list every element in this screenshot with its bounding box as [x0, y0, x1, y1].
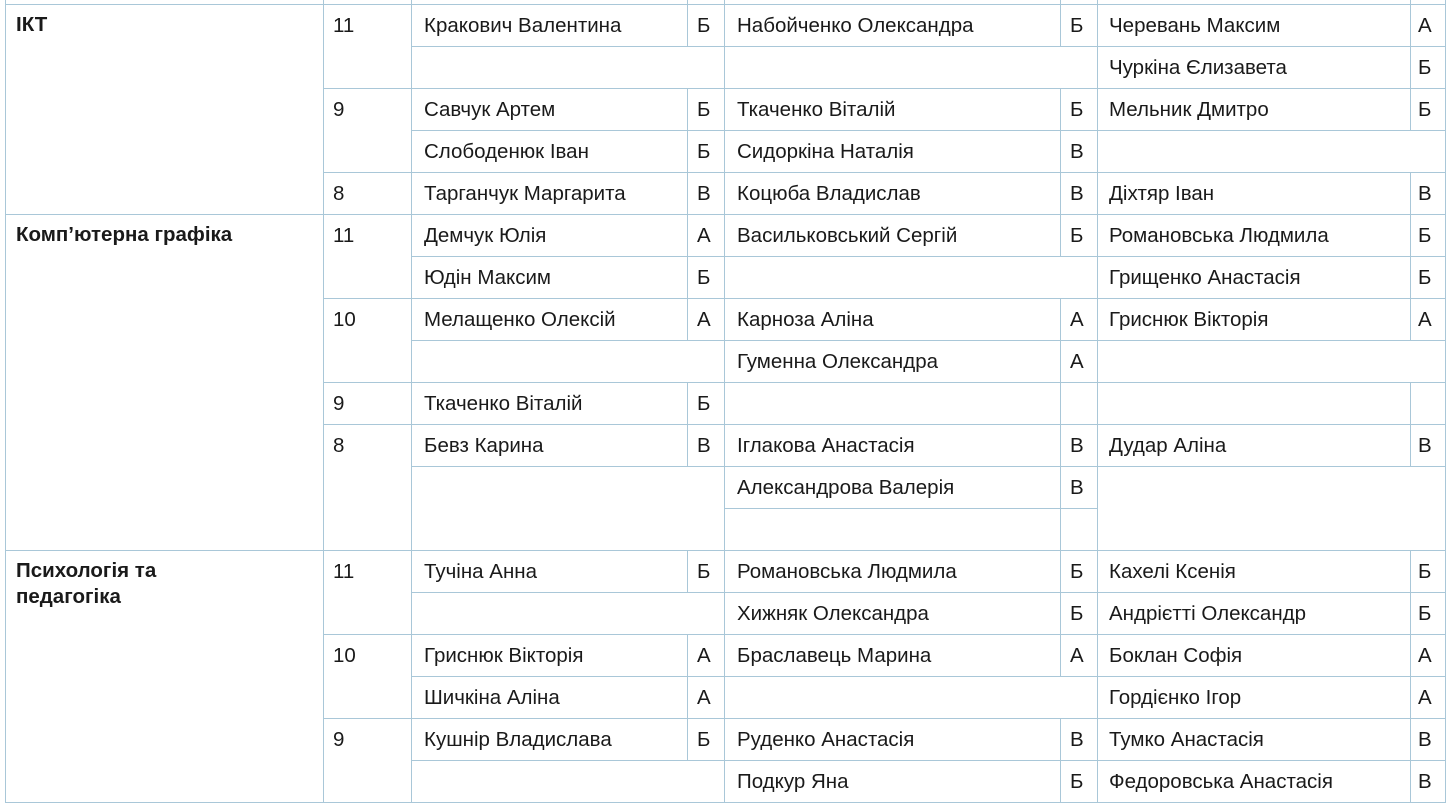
student-name: Коцюба Владислав	[737, 182, 921, 205]
level-grade: Б	[1418, 56, 1432, 79]
student-name: Савчук Артем	[424, 98, 556, 121]
cell-border	[687, 550, 688, 592]
cell-border	[1097, 214, 1098, 298]
grade-cell: 8	[333, 434, 345, 457]
cell-border	[1060, 424, 1061, 550]
student-name: Гуменна Олександра	[737, 350, 938, 373]
cell-border	[1097, 550, 1098, 634]
cell-border	[1060, 172, 1061, 214]
cell-border	[323, 88, 324, 172]
cell-border	[1060, 718, 1061, 802]
student-name: Александрова Валерія	[737, 476, 955, 499]
cell-border	[1410, 4, 1411, 88]
cell-border	[1097, 4, 1098, 88]
cell-border	[411, 130, 725, 131]
cell-border	[724, 88, 725, 172]
cell-border	[1445, 718, 1446, 802]
cell-border	[1060, 382, 1061, 424]
cell-border	[687, 718, 688, 760]
cell-border	[5, 550, 6, 802]
level-grade: А	[1070, 350, 1084, 373]
cell-border	[687, 382, 688, 424]
student-name: Іглакова Анастасія	[737, 434, 915, 457]
cell-border	[1097, 592, 1446, 593]
cell-border	[411, 634, 412, 718]
cell-border	[411, 718, 412, 802]
cell-border	[5, 802, 1446, 803]
student-name: Дудар Аліна	[1109, 434, 1227, 457]
grade-cell: 9	[333, 392, 345, 415]
cell-border	[323, 382, 324, 424]
level-grade: В	[1070, 434, 1084, 457]
level-grade: В	[1070, 476, 1084, 499]
cell-border	[411, 4, 412, 88]
student-name: Гриснюк Вікторія	[1109, 308, 1269, 331]
grade-cell: 9	[333, 98, 345, 121]
cell-border	[411, 172, 412, 214]
grade-cell: 11	[333, 14, 355, 37]
cell-border	[323, 382, 1446, 383]
cell-border	[1410, 718, 1411, 802]
grade-cell: 11	[333, 560, 355, 583]
cell-border	[724, 4, 725, 88]
student-name: Сидоркіна Наталія	[737, 140, 914, 163]
cell-border	[1097, 382, 1098, 424]
cell-border	[411, 382, 412, 424]
level-grade: Б	[697, 140, 711, 163]
student-name: Черевань Максим	[1109, 14, 1281, 37]
cell-border	[5, 4, 1446, 5]
student-name: Ткаченко Віталій	[424, 392, 583, 415]
student-name: Подкур Яна	[737, 770, 849, 793]
cell-border	[724, 214, 725, 298]
cell-border	[724, 508, 1098, 509]
cell-border	[323, 4, 324, 88]
cell-border	[687, 298, 688, 340]
level-grade: В	[1418, 434, 1432, 457]
cell-border	[1060, 550, 1061, 634]
level-grade: Б	[697, 560, 711, 583]
cell-border	[1060, 214, 1061, 256]
level-grade: Б	[697, 98, 711, 121]
cell-border	[724, 634, 725, 718]
level-grade: Б	[1070, 14, 1084, 37]
cell-border	[724, 592, 1098, 593]
cell-border	[1097, 88, 1098, 172]
cell-border	[724, 256, 1098, 257]
level-grade: В	[1418, 770, 1432, 793]
level-grade: А	[697, 686, 711, 709]
cell-border	[724, 760, 1098, 761]
cell-border	[5, 214, 1446, 215]
level-grade: Б	[1418, 560, 1432, 583]
cell-border	[323, 634, 1446, 635]
cell-border	[687, 88, 688, 172]
cell-border	[724, 172, 725, 214]
level-grade: А	[1418, 308, 1432, 331]
student-name: Тумко Анастасія	[1109, 728, 1264, 751]
cell-border	[5, 4, 6, 214]
cell-border	[1410, 172, 1411, 214]
student-name: Андрієтті Олександр	[1109, 602, 1307, 625]
student-name: Мельник Дмитро	[1109, 98, 1269, 121]
student-name: Боклан Софія	[1109, 644, 1243, 667]
cell-border	[1097, 676, 1446, 677]
cell-border	[1410, 382, 1411, 424]
subject-label: Комп’ютерна графіка	[16, 223, 233, 246]
grade-cell: 10	[333, 644, 356, 667]
cell-border	[1445, 88, 1446, 172]
cell-border	[724, 550, 725, 634]
cell-border	[687, 634, 688, 718]
cell-border	[687, 214, 688, 298]
cell-border	[411, 46, 725, 47]
cell-border	[687, 172, 688, 214]
level-grade: Б	[1418, 224, 1432, 247]
cell-border	[323, 424, 1446, 425]
student-name: Ткаченко Віталій	[737, 98, 896, 121]
student-name: Хижняк Олександра	[737, 602, 929, 625]
level-grade: Б	[1418, 98, 1432, 121]
cell-border	[724, 676, 1098, 677]
level-grade: А	[697, 224, 711, 247]
cell-border	[1445, 172, 1446, 214]
level-grade: А	[697, 644, 711, 667]
student-name: Гордієнко Ігор	[1109, 686, 1242, 709]
student-name: Демчук Юлія	[424, 224, 547, 247]
cell-border	[411, 424, 412, 550]
level-grade: В	[1418, 728, 1432, 751]
level-grade: Б	[697, 266, 711, 289]
level-grade: В	[1070, 140, 1084, 163]
cell-border	[323, 88, 1446, 89]
cell-border	[1060, 88, 1061, 172]
student-name: Тарганчук Маргарита	[424, 182, 626, 205]
cell-border	[1097, 466, 1446, 467]
student-name: Мелащенко Олексій	[424, 308, 616, 331]
student-name: Набойченко Олександра	[737, 14, 974, 37]
cell-border	[1097, 298, 1098, 382]
cell-border	[724, 130, 1098, 131]
student-name: Юдін Максим	[424, 266, 552, 289]
cell-border	[323, 214, 324, 298]
cell-border	[1097, 718, 1098, 802]
cell-border	[1445, 214, 1446, 298]
cell-border	[411, 214, 412, 298]
cell-border	[687, 4, 688, 46]
level-grade: Б	[697, 392, 711, 415]
cell-border	[323, 718, 1446, 719]
cell-border	[323, 634, 324, 718]
cell-border	[323, 298, 1446, 299]
student-name: Шичкіна Аліна	[424, 686, 560, 709]
level-grade: В	[1070, 182, 1084, 205]
level-grade: В	[1418, 182, 1432, 205]
student-name: Федоровська Анастасія	[1109, 770, 1333, 793]
student-name: Васильковський Сергій	[737, 224, 958, 247]
grade-cell: 11	[333, 224, 355, 247]
subject-label: Психологія та педагогіка	[16, 559, 157, 608]
cell-border	[323, 298, 324, 382]
student-name: Романовська Людмила	[737, 560, 957, 583]
student-name: Бевз Карина	[424, 434, 544, 457]
level-grade: Б	[1070, 560, 1084, 583]
cell-border	[687, 424, 688, 466]
level-grade: Б	[1070, 224, 1084, 247]
cell-border	[1060, 4, 1061, 46]
student-name: Кахелі Ксенія	[1109, 560, 1236, 583]
student-name: Руденко Анастасія	[737, 728, 915, 751]
level-grade: Б	[1418, 266, 1432, 289]
cell-border	[1060, 298, 1061, 382]
cell-border	[1445, 382, 1446, 424]
grade-cell: 9	[333, 728, 345, 751]
student-name: Слободенюк Іван	[424, 140, 589, 163]
cell-border	[1097, 340, 1446, 341]
cell-border	[1445, 550, 1446, 634]
level-grade: А	[1418, 644, 1432, 667]
student-name: Діхтяр Іван	[1109, 182, 1215, 205]
cell-border	[1097, 46, 1446, 47]
cell-border	[724, 382, 725, 424]
level-grade: Б	[1418, 602, 1432, 625]
cell-border	[411, 676, 725, 677]
cell-border	[1445, 424, 1446, 550]
student-name: Чуркіна Єлизавета	[1109, 56, 1287, 79]
cell-border	[724, 298, 725, 382]
cell-border	[724, 46, 1098, 47]
cell-border	[1445, 634, 1446, 718]
cell-border	[411, 340, 725, 341]
level-grade: Б	[697, 14, 711, 37]
cell-border	[1097, 130, 1446, 131]
cell-border	[1097, 424, 1098, 550]
cell-border	[1410, 634, 1411, 718]
cell-border	[411, 298, 412, 382]
subject-label: ІКТ	[16, 13, 48, 36]
student-name: Браславець Марина	[737, 644, 932, 667]
cell-border	[323, 172, 324, 214]
student-name: Романовська Людмила	[1109, 224, 1329, 247]
level-grade: А	[697, 308, 711, 331]
cell-border	[323, 172, 1446, 173]
cell-border	[411, 466, 725, 467]
student-name: Кракович Валентина	[424, 14, 622, 37]
cell-border	[1410, 298, 1411, 340]
cell-border	[323, 550, 324, 634]
cell-border	[724, 466, 1098, 467]
grade-cell: 10	[333, 308, 356, 331]
level-grade: А	[1418, 686, 1432, 709]
cell-border	[1410, 88, 1411, 130]
level-grade: В	[697, 182, 711, 205]
level-grade: А	[1418, 14, 1432, 37]
level-grade: Б	[1070, 98, 1084, 121]
cell-border	[1445, 298, 1446, 382]
cell-border	[724, 340, 1098, 341]
level-grade: Б	[697, 728, 711, 751]
cell-border	[1097, 760, 1446, 761]
cell-border	[724, 718, 725, 802]
cell-border	[724, 424, 725, 550]
level-grade: А	[1070, 308, 1084, 331]
student-name: Гриснюк Вікторія	[424, 644, 584, 667]
cell-border	[411, 760, 725, 761]
level-grade: А	[1070, 644, 1084, 667]
cell-border	[411, 256, 725, 257]
cell-border	[323, 718, 324, 802]
cell-border	[5, 214, 6, 550]
cell-border	[1097, 256, 1446, 257]
student-name: Тучіна Анна	[424, 560, 537, 583]
cell-border	[1060, 634, 1061, 676]
cell-border	[1097, 172, 1098, 214]
cell-border	[323, 424, 324, 550]
student-name: Карноза Аліна	[737, 308, 874, 331]
grade-cell: 8	[333, 182, 345, 205]
level-grade: В	[697, 434, 711, 457]
student-name: Кушнір Владислава	[424, 728, 612, 751]
level-grade: Б	[1070, 770, 1084, 793]
cell-border	[1410, 214, 1411, 298]
level-grade: В	[1070, 728, 1084, 751]
cell-border	[1445, 4, 1446, 88]
cell-border	[1410, 550, 1411, 634]
student-name: Грищенко Анастасія	[1109, 266, 1301, 289]
cell-border	[411, 592, 725, 593]
level-grade: Б	[1070, 602, 1084, 625]
cell-border	[411, 550, 412, 634]
cell-border	[1410, 424, 1411, 466]
cell-border	[411, 88, 412, 172]
cell-border	[5, 550, 1446, 551]
cell-border	[1097, 634, 1098, 718]
